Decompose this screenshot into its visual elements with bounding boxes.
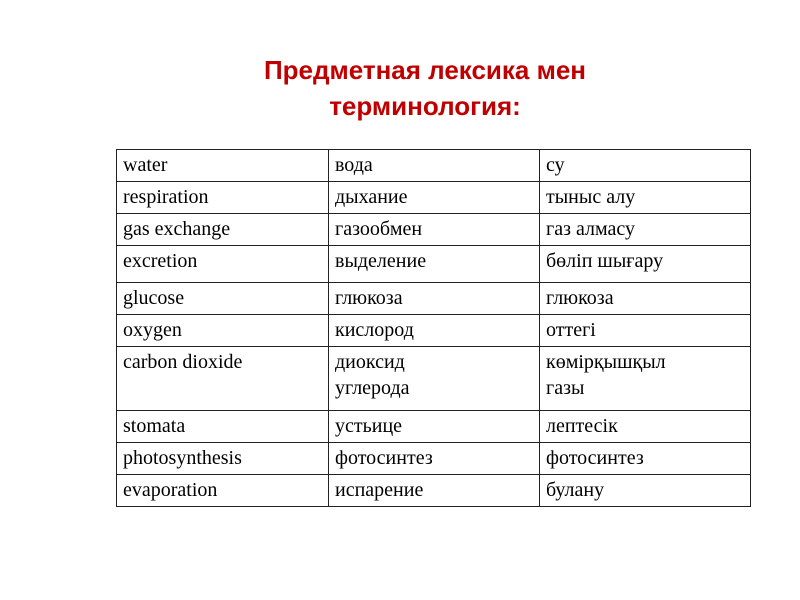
- kazakh-term: булану: [540, 475, 751, 507]
- russian-term-line-2: углерода: [335, 377, 410, 399]
- english-term: carbon dioxide: [117, 347, 329, 411]
- english-term: respiration: [117, 182, 329, 214]
- english-term: stomata: [117, 411, 329, 443]
- terminology-table: [116, 149, 751, 507]
- kazakh-term: [540, 347, 751, 411]
- russian-term-line-1: диоксид: [335, 351, 405, 373]
- table-row: [117, 214, 751, 246]
- russian-term: устьице: [329, 411, 540, 443]
- kazakh-term: бөліп шығару: [540, 246, 751, 283]
- english-term: glucose: [117, 283, 329, 315]
- russian-term: глюкоза: [329, 283, 540, 315]
- russian-term: кислород: [329, 315, 540, 347]
- table-row: [117, 182, 751, 214]
- kazakh-term: су: [540, 150, 751, 182]
- table-row: [117, 283, 751, 315]
- english-term: water: [117, 150, 329, 182]
- kazakh-term-line-1: көмірқышқыл: [546, 351, 666, 373]
- russian-term: вода: [329, 150, 540, 182]
- english-term: gas exchange: [117, 214, 329, 246]
- kazakh-term: газ алмасу: [540, 214, 751, 246]
- table-row: [117, 150, 751, 182]
- kazakh-term-line-2: газы: [546, 377, 585, 399]
- english-term: oxygen: [117, 315, 329, 347]
- english-term: photosynthesis: [117, 443, 329, 475]
- russian-term: газообмен: [329, 214, 540, 246]
- table-row: [117, 315, 751, 347]
- russian-term: фотосинтез: [329, 443, 540, 475]
- russian-term: дыхание: [329, 182, 540, 214]
- kazakh-term: тыныс алу: [540, 182, 751, 214]
- table-row: [117, 475, 751, 507]
- table-row: [117, 246, 751, 283]
- table-row: [117, 443, 751, 475]
- kazakh-term: глюкоза: [540, 283, 751, 315]
- page-title-line-1: Предметная лексика мен: [263, 55, 587, 85]
- russian-term: [329, 347, 540, 411]
- kazakh-term: оттегі: [540, 315, 751, 347]
- english-term: evaporation: [117, 475, 329, 507]
- page-title-line-2: терминология:: [329, 91, 521, 121]
- russian-term: выделение: [329, 246, 540, 283]
- page-title: [225, 52, 625, 124]
- table-row: [117, 347, 751, 411]
- kazakh-term: лептесік: [540, 411, 751, 443]
- russian-term: испарение: [329, 475, 540, 507]
- table-row: [117, 411, 751, 443]
- english-term: excretion: [117, 246, 329, 283]
- kazakh-term: фотосинтез: [540, 443, 751, 475]
